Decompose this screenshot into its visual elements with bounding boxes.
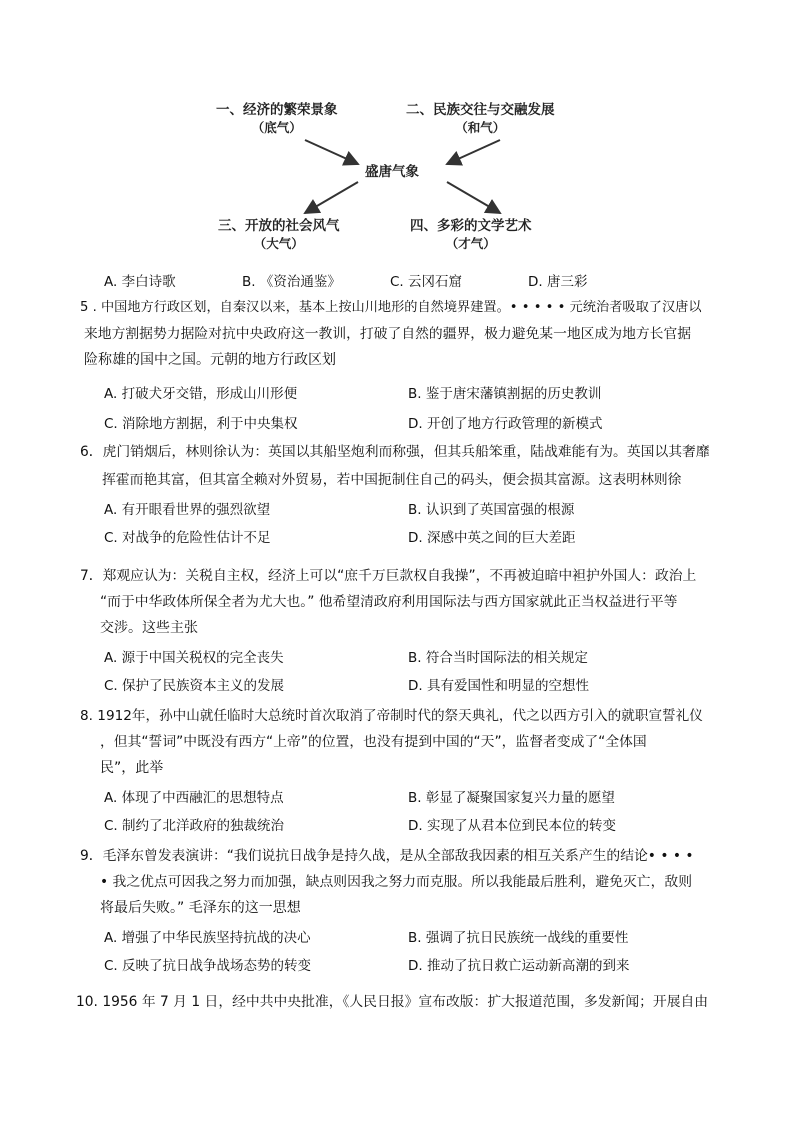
q7-line-2: “而于中华政体所保全者为尤大也。” 他希望清政府利用国际法与西方国家就此正当权益进行平等 xyxy=(100,594,678,610)
q5-option-c: C. 消除地方割据，利于中央集权 xyxy=(104,416,298,432)
q5-option-d: D. 开创了地方行政管理的新模式 xyxy=(408,416,603,432)
arrow-2 xyxy=(447,140,500,164)
arrow-3 xyxy=(305,182,358,213)
node-2-title: 二、民族交往与交融发展 xyxy=(406,102,555,118)
q7-option-c: C. 保护了民族资本主义的发展 xyxy=(104,678,285,694)
arrow-1 xyxy=(305,140,358,164)
diagram-center: 盛唐气象 xyxy=(365,164,419,180)
q7-option-b: B. 符合当时国际法的相关规定 xyxy=(408,650,588,666)
q6-line-2: 挥霍而艳其富，但其富全赖对外贸易，若中国扼制住自己的码头，便会损其富源。这表明林则徐 xyxy=(102,472,682,488)
q4-option-c: C. 云冈石窟 xyxy=(390,274,463,290)
q8-option-a: A. 体现了中西融汇的思想特点 xyxy=(104,790,284,806)
q4-option-d: D. 唐三彩 xyxy=(528,274,588,290)
q5-line-3: 险称雄的国中之国。元朝的地方行政区划 xyxy=(84,352,336,368)
q9-line-3: 将最后失败。” 毛泽东的这一思想 xyxy=(100,900,301,916)
q9-option-b: B. 强调了抗日民族统一战线的重要性 xyxy=(408,930,629,946)
q10-line-1: 10. 1956 年 7 月 1 日，经中共中央批准，《人民日报》宣布改版：扩大报道范围，多发新闻；开展自由 xyxy=(76,994,709,1010)
node-1-title: 一、经济的繁荣景象 xyxy=(216,102,338,118)
q9-option-c: C. 反映了抗日战争战场态势的转变 xyxy=(104,958,312,974)
node-3-title: 三、开放的社会风气 xyxy=(218,218,340,234)
q9-line-1: 9．毛泽东曾发表演讲：“我们说抗日战争是持久战，是从全部敌我因素的相互关系产生的结论• • • • xyxy=(80,848,694,864)
node-4-sub: （才气） xyxy=(445,236,496,251)
node-1-sub: （底气） xyxy=(251,120,302,135)
q5-line-1: 5 . 中国地方行政区划，自秦汉以来，基本上按山川地形的自然境界建置。• • • • • 元统治者吸取了汉唐以 xyxy=(80,300,702,315)
q7-option-a: A. 源于中国关税权的完全丧失 xyxy=(104,650,284,666)
q6-option-a: A. 有开眼看世界的强烈欲望 xyxy=(104,502,271,518)
q6-option-b: B. 认识到了英国富强的根源 xyxy=(408,502,575,518)
shengtang-diagram xyxy=(210,98,590,258)
q9-option-a: A. 增强了中华民族坚持抗战的决心 xyxy=(104,930,311,946)
q8-option-c: C. 制约了北洋政府的独裁统治 xyxy=(104,818,285,834)
diagram-node-1 xyxy=(216,102,338,136)
q5-option-b: B. 鉴于唐宋藩镇割据的历史教训 xyxy=(408,386,602,402)
node-2-sub: （和气） xyxy=(455,120,506,135)
q4-option-b: B. 《资治通鉴》 xyxy=(242,274,341,290)
q6-line-1: 6．虎门销烟后，林则徐认为：英国以其船坚炮利而称强，但其兵船笨重，陆战难能有为。英国以其奢靡 xyxy=(80,444,710,460)
diagram-node-2 xyxy=(406,102,555,136)
q7-option-d: D. 具有爱国性和明显的空想性 xyxy=(408,678,589,694)
diagram-node-3 xyxy=(218,218,340,252)
q8-line-1: 8. 1912年，孙中山就任临时大总统时首次取消了帝制时代的祭天典礼，代之以西方引入的就职宣誓礼仪 xyxy=(80,708,703,724)
q7-line-1: 7．郑观应认为：关税自主权，经济上可以“庶千万巨款权自我操”，不再被迫暗中袒护外国人：政治上 xyxy=(80,568,697,584)
q8-line-3: 民”，此举 xyxy=(100,760,164,776)
q6-option-c: C. 对战争的危险性估计不足 xyxy=(104,530,271,546)
node-4-title: 四、多彩的文学艺术 xyxy=(410,218,532,234)
q5-option-a: A. 打破犬牙交错，形成山川形便 xyxy=(104,386,298,402)
q8-option-b: B. 彰显了凝聚国家复兴力量的愿望 xyxy=(408,790,615,806)
q8-option-d: D. 实现了从君本位到民本位的转变 xyxy=(408,818,616,834)
q9-option-d: D. 推动了抗日救亡运动新高潮的到来 xyxy=(408,958,630,974)
q5-line-2: 来地方割据势力据险对抗中央政府这一教训，打破了自然的疆界，极力避免某一地区成为地方长官据 xyxy=(84,326,692,342)
q6-option-d: D. 深感中英之间的巨大差距 xyxy=(408,530,576,546)
q4-option-a: A. 李白诗歌 xyxy=(104,274,176,290)
node-3-sub: （大气） xyxy=(253,236,304,251)
q7-line-3: 交涉。这些主张 xyxy=(100,620,198,636)
arrow-4 xyxy=(447,182,500,213)
q9-line-2: • 我之优点可因我之努力而加强，缺点则因我之努力而克服。所以我能最后胜利，避免灭亡，敌则 xyxy=(100,874,692,890)
q8-line-2: ，但其“誓词”中既没有西方“上帝”的位置，也没有提到中国的“天”，监督者变成了“全体国 xyxy=(100,734,647,750)
diagram-node-4 xyxy=(410,218,532,252)
